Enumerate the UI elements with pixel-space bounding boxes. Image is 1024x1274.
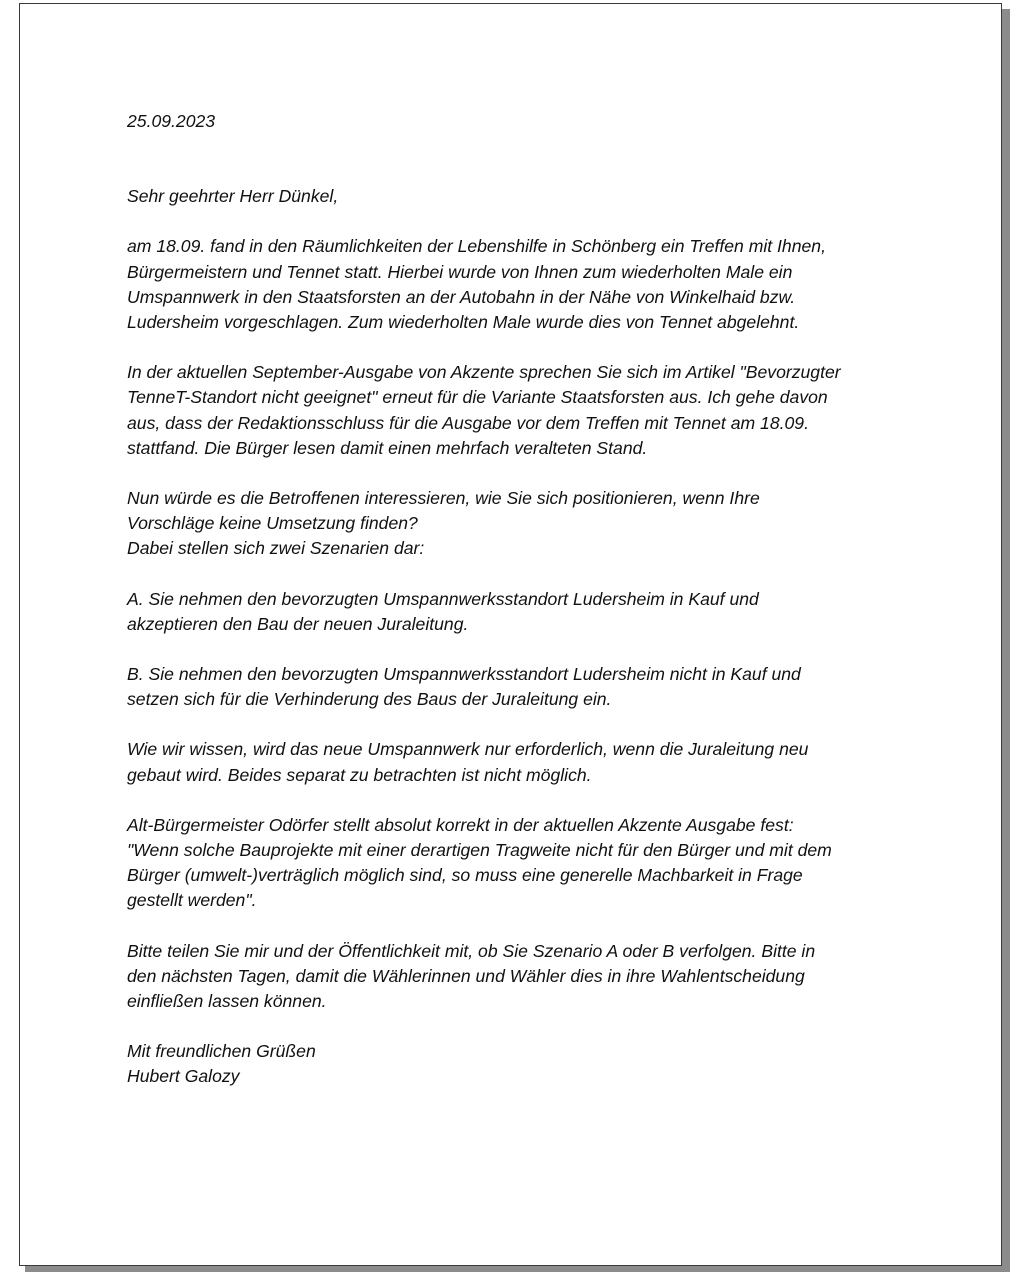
paragraph-line: gebaut wird. Beides separat zu betrachten ist nicht möglich. <box>127 764 592 785</box>
paragraph-line: einfließen lassen können. <box>127 991 327 1012</box>
letter-page <box>19 3 1002 1266</box>
salutation-block <box>127 184 927 209</box>
paragraph-request <box>127 939 927 1015</box>
closing: Mit freundlichen Grüßen <box>127 1041 316 1062</box>
paragraph-line: stattfand. Die Bürger lesen damit einen mehrfach veralteten Stand. <box>127 437 648 458</box>
paragraph-line: Bürgermeistern und Tennet statt. Hierbei wurde von Ihnen zum wiederholten Male ein <box>127 261 793 282</box>
paragraph-line: setzen sich für die Verhinderung des Baus der Juraleitung ein. <box>127 689 612 710</box>
paragraph-line: Alt-Bürgermeister Odörfer stellt absolut korrekt in der aktuellen Akzente Ausgabe fest: <box>127 814 794 835</box>
paragraph-line: aus, dass der Redaktionsschluss für die Ausgabe vor dem Treffen mit Tennet am 18.09. <box>127 412 809 433</box>
letter-date-block <box>127 109 927 134</box>
paragraph-meeting <box>127 234 927 335</box>
scenario-b <box>127 662 927 712</box>
letter-body <box>127 109 927 1090</box>
paragraph-line: Wie wir wissen, wird das neue Umspannwerk nur erforderlich, wenn die Juraleitung neu <box>127 739 809 760</box>
paragraph-line: am 18.09. fand in den Räumlichkeiten der Lebenshilfe in Schönberg ein Treffen mit Ihnen, <box>127 236 826 257</box>
paragraph-line: Umspannwerk in den Staatsforsten an der Autobahn in der Nähe von Winkelhaid bzw. <box>127 286 796 307</box>
paragraph-quote <box>127 813 927 914</box>
paragraph-umspannwerk <box>127 737 927 787</box>
paragraph-akzente <box>127 360 927 461</box>
paragraph-line: Dabei stellen sich zwei Szenarien dar: <box>127 538 425 559</box>
paragraph-line: akzeptieren den Bau der neuen Juraleitung. <box>127 613 469 634</box>
paragraph-line: A. Sie nehmen den bevorzugten Umspannwerksstandort Ludersheim in Kauf und <box>127 588 759 609</box>
paragraph-line: TenneT-Standort nicht geeignet" erneut für die Variante Staatsforsten aus. Ich gehe davon <box>127 387 828 408</box>
salutation: Sehr geehrter Herr Dünkel, <box>127 186 339 207</box>
scenario-a <box>127 587 927 637</box>
paragraph-line: In der aktuellen September-Ausgabe von Akzente sprechen Sie sich im Artikel "Bevorzugter <box>127 362 841 383</box>
paragraph-line: Ludersheim vorgeschlagen. Zum wiederholten Male wurde dies von Tennet abgelehnt. <box>127 312 800 333</box>
signature: Hubert Galozy <box>127 1066 240 1087</box>
paragraph-line: den nächsten Tagen, damit die Wählerinnen und Wähler dies in ihre Wahlentscheidung <box>127 965 805 986</box>
paragraph-line: "Wenn solche Bauprojekte mit einer derartigen Tragweite nicht für den Bürger und mit dem <box>127 840 832 861</box>
paragraph-line: Bürger (umwelt-)verträglich möglich sind, so muss eine generelle Machbarkeit in Frage <box>127 865 803 886</box>
paragraph-line: B. Sie nehmen den bevorzugten Umspannwerksstandort Ludersheim nicht in Kauf und <box>127 664 801 685</box>
letter-date: 25.09.2023 <box>127 111 216 131</box>
paragraph-line: Vorschläge keine Umsetzung finden? <box>127 513 418 534</box>
paragraph-line: gestellt werden". <box>127 890 257 911</box>
paragraph-question <box>127 486 927 562</box>
paragraph-line: Bitte teilen Sie mir und der Öffentlichkeit mit, ob Sie Szenario A oder B verfolgen. Bitte in <box>127 940 816 961</box>
closing-block <box>127 1039 927 1089</box>
paragraph-line: Nun würde es die Betroffenen interessieren, wie Sie sich positionieren, wenn Ihre <box>127 488 760 509</box>
